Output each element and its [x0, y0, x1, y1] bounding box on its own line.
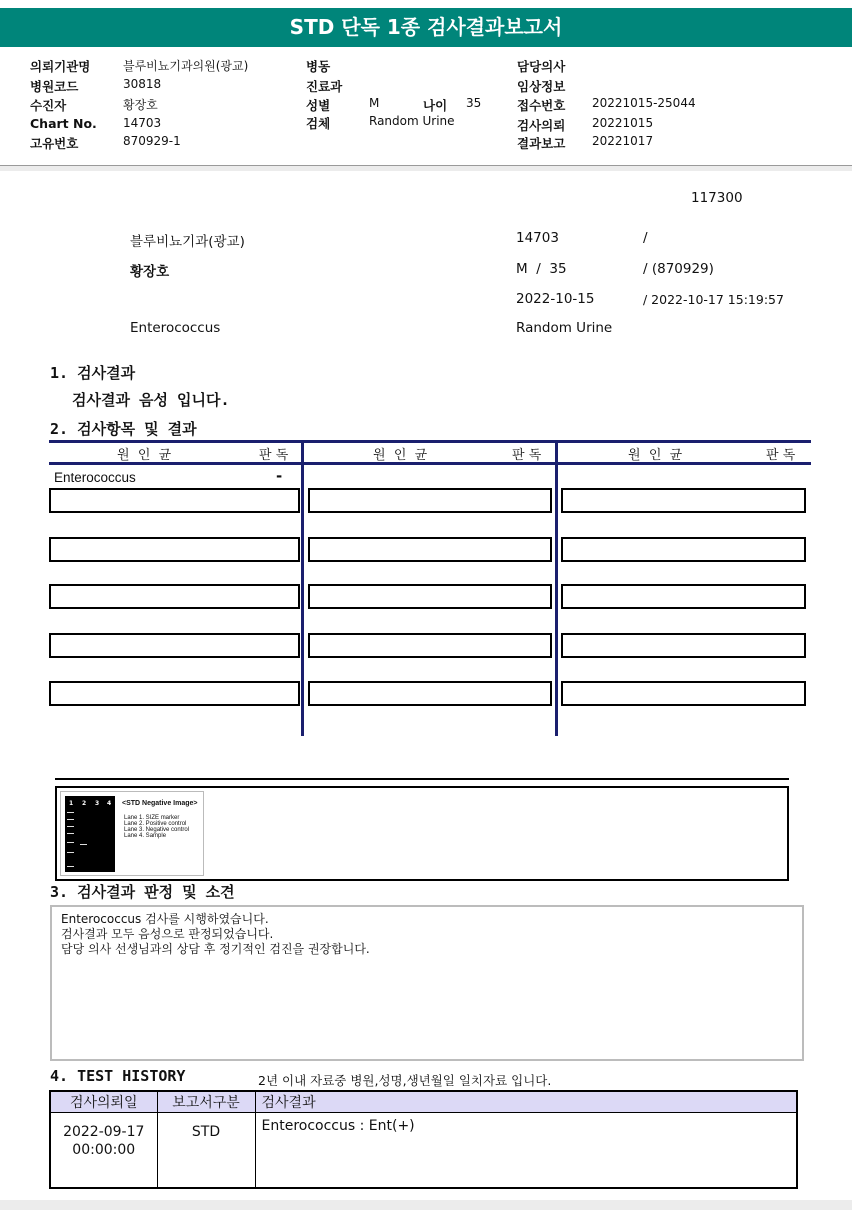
gel-band — [67, 852, 74, 853]
summary-test-name: Enterococcus — [130, 320, 221, 336]
section-3-heading: 3. 검사결과 판정 및 소견 — [50, 883, 235, 901]
hospital-code-label: 병원코드 — [30, 79, 79, 94]
gel-legend-item: Lane 4. Sample — [124, 833, 167, 839]
result-cell — [49, 633, 300, 658]
gel-legend-item: Lane 2. Positive control — [124, 821, 187, 827]
age-label: 나이 — [423, 98, 448, 113]
sex-label: 성별 — [306, 98, 331, 113]
report-title: STD 단독 1종 검사결과보고서 — [0, 8, 852, 47]
unique-id-label: 고유번호 — [30, 136, 79, 151]
summary-sex-age: M / 35 — [516, 261, 567, 277]
history-header-type: 보고서구분 — [157, 1091, 255, 1113]
footer-band — [0, 1200, 852, 1210]
department-label: 진료과 — [306, 79, 343, 94]
summary-specimen: Random Urine — [516, 320, 613, 336]
result-cell — [49, 681, 300, 706]
opinion-line: 검사결과 모두 음성으로 판정되었습니다. — [61, 927, 274, 941]
section-4-heading: 4. TEST HISTORY — [50, 1067, 186, 1085]
patient-value: 황장호 — [123, 98, 158, 112]
history-header-row — [50, 1091, 797, 1113]
history-table — [49, 1090, 798, 1189]
gel-lane-number: 3 — [95, 800, 100, 807]
history-result: Enterococcus : Ent(+) — [255, 1113, 797, 1189]
summary-report-datetime: / 2022-10-17 15:19:57 — [643, 292, 784, 307]
col-2-result-header: 판 독 — [512, 448, 542, 463]
opinion-line: Enterococcus 검사를 시행하였습니다. — [61, 912, 269, 926]
opinion-box — [50, 905, 804, 1061]
result-cell — [561, 584, 806, 609]
patient-label: 수진자 — [30, 98, 67, 113]
age-value: 35 — [466, 96, 482, 110]
result-cell — [308, 584, 552, 609]
unique-id-value: 870929-1 — [123, 134, 181, 148]
header-divider-band — [0, 166, 852, 171]
result-cell — [561, 681, 806, 706]
chart-no-label: Chart No. — [30, 116, 97, 131]
summary-slash: / — [643, 230, 648, 246]
chart-no-value: 14703 — [123, 116, 162, 130]
hospital-name-value: 블루비뇨기과의원(광교) — [123, 59, 249, 73]
gel-band — [67, 842, 74, 843]
result-cell — [308, 681, 552, 706]
result-cell — [49, 584, 300, 609]
gel-lanes-image — [65, 796, 115, 872]
summary-hospital: 블루비뇨기과(광교) — [130, 234, 245, 250]
result-cell — [49, 488, 300, 513]
gel-lane-number: 1 — [69, 800, 74, 807]
gel-legend-item: Lane 1. SIZE marker — [124, 815, 180, 821]
result-cell — [308, 633, 552, 658]
history-header-result: 검사결과 — [255, 1091, 797, 1113]
request-date-value: 20221015 — [592, 116, 654, 130]
history-time: 00:00:00 — [72, 1142, 136, 1158]
summary-birth: / (870929) — [643, 261, 714, 277]
table-row — [50, 1113, 797, 1189]
gel-band — [67, 826, 74, 827]
sex-value: M — [369, 96, 380, 110]
gel-lane-number: 2 — [82, 800, 87, 807]
specimen-value: Random Urine — [369, 114, 455, 128]
summary-request-date: 2022-10-15 — [516, 291, 595, 307]
history-date: 2022-09-17 — [63, 1124, 145, 1140]
grid-top-rule — [49, 440, 811, 443]
history-type: STD — [157, 1113, 255, 1189]
summary-chart-no: 14703 — [516, 230, 559, 246]
report-date-value: 20221017 — [592, 134, 654, 148]
gel-image — [60, 791, 204, 876]
gel-band — [67, 866, 74, 867]
summary-patient: 황장호 — [130, 264, 170, 280]
hospital-name-label: 의뢰기관명 — [30, 59, 91, 74]
doctor-label: 담당의사 — [517, 59, 566, 74]
receipt-no-value: 20221015-25044 — [592, 96, 696, 110]
section-2-heading: 2. 검사항목 및 결과 — [50, 420, 197, 438]
result-cell — [561, 633, 806, 658]
result-cell — [49, 537, 300, 562]
receipt-no-label: 접수번호 — [517, 98, 566, 113]
gel-band — [67, 819, 74, 820]
col-3-result-header: 판 독 — [766, 448, 796, 463]
grid-col-divider-2 — [555, 440, 558, 736]
summary-code: 117300 — [691, 190, 743, 206]
gel-band — [67, 812, 74, 813]
section-1-result-text: 검사결과 음성 입니다. — [72, 391, 230, 409]
row-1-result: - — [276, 467, 283, 485]
row-1-pathogen: Enterococcus — [54, 470, 136, 485]
opinion-line: 담당 의사 선생님과의 상담 후 정기적인 검진을 권장합니다. — [61, 942, 370, 956]
gel-band — [80, 844, 87, 845]
report-date-label: 결과보고 — [517, 136, 566, 151]
specimen-label: 검체 — [306, 116, 331, 131]
col-3-pathogen-header: 원 인 균 — [628, 448, 683, 463]
grid-col-divider-1 — [301, 440, 304, 736]
result-cell — [308, 537, 552, 562]
gel-top-rule — [55, 778, 789, 780]
clinical-info-label: 임상정보 — [517, 79, 566, 94]
gel-lane-number: 4 — [107, 800, 112, 807]
history-header-date: 검사의뢰일 — [50, 1091, 157, 1113]
section-1-heading: 1. 검사결과 — [50, 364, 136, 382]
gel-image-title: <STD Negative Image> — [122, 800, 198, 807]
gel-band — [67, 833, 74, 834]
result-cell — [308, 488, 552, 513]
result-cell — [561, 488, 806, 513]
request-date-label: 검사의뢰 — [517, 118, 566, 133]
gel-legend-item: Lane 3. Negative control — [124, 827, 190, 833]
history-note: 2년 이내 자료중 병원,성명,생년월일 일치자료 입니다. — [258, 1073, 552, 1088]
result-cell — [561, 537, 806, 562]
ward-label: 병동 — [306, 59, 331, 74]
hospital-code-value: 30818 — [123, 77, 162, 91]
col-1-result-header: 판 독 — [259, 448, 289, 463]
col-1-pathogen-header: 원 인 균 — [117, 448, 172, 463]
col-2-pathogen-header: 원 인 균 — [373, 448, 428, 463]
history-date-cell — [50, 1113, 157, 1189]
